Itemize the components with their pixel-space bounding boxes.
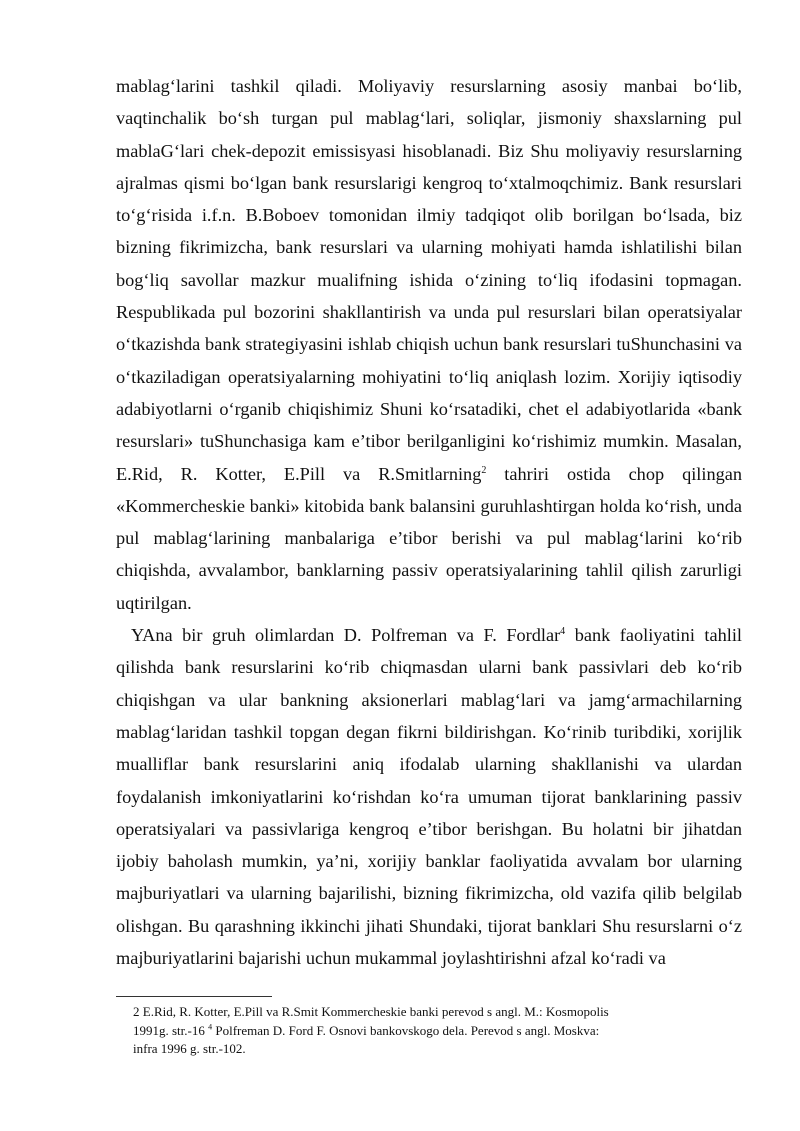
paragraph-2 bbox=[116, 619, 742, 974]
footnote-marker-4: 4 bbox=[208, 1022, 213, 1032]
paragraph-1 bbox=[116, 70, 742, 619]
footnote-line-2-text-a: 1991g. str.-16 bbox=[133, 1022, 209, 1038]
footnote-ref-2: 2 bbox=[481, 464, 487, 476]
footnote-line-2 bbox=[133, 1022, 653, 1041]
footnote-ref-4: 4 bbox=[560, 625, 566, 637]
paragraph-2-text-a: YAna bir gruh olimlardan D. Polfreman va F. Fordlar bbox=[131, 625, 561, 646]
footnote-line-1: 2 E.Rid, R. Kotter, E.Pill va R.Smit Kommercheskie banki perevod s angl. M.: Kosmopolis bbox=[133, 1004, 609, 1019]
paragraph-2-text-b: bank faoliyatini tahlil qilishda bank resurslarini ko‘rib chiqmasdan ularni bank passivlari deb ko‘rib chiqishgan va ular bankning aksionerlari mablag‘lari va jamg‘armachilarning mablag‘laridan tashkil topgan degan fikrni bildirishgan. Ko‘rinib turibdiki, xorijlik mualliflar bank resurslarini aniq ifodalab ularning shakllanishi va ulardan foydalanish imkoniyatlarini ko‘rishdan ko‘ra umuman tijorat banklarining passiv operatsiyalari va passivlariga kengroq e’tibor berishgan. Bu holatni bir jihatdan ijobiy baholash mumkin, ya’ni, xorijiy banklar faoliyatida avvalam bor ularning majburiyatlari va ularning bajarilishi, bizning fikrimizcha, old vazifa qilib belgilab olishgan. Bu qarashning ikkinchi jihati Shundaki, tijorat banklari Shu resurslarni o‘z majburiyatlarini bajarishi uchun mukammal joylashtirishni afzal ko‘radi va bbox=[116, 625, 743, 969]
footnote-line-2-text-b: Polfreman D. Ford F. Osnovi bankovskogo dela. Perevod s angl. Moskva: bbox=[212, 1022, 600, 1038]
main-text bbox=[116, 70, 742, 974]
footnotes bbox=[133, 1003, 653, 1059]
footnote-line-3: infra 1996 g. str.-102. bbox=[133, 1041, 246, 1056]
paragraph-1-text-b: tahriri ostida chop qilingan «Kommercheskie banki» kitobida bank balansini guruhlashtirgan holda ko‘rish, unda pul mablag‘larining manbalariga e’tibor berishi va pul mablag‘larini ko‘rib chiqishda, avvalambor, banklarning passiv operatsiyalarining tahlil qilish zarurligi uqtirilgan. bbox=[116, 463, 742, 613]
paragraph-1-text-a: mablag‘larini tashkil qiladi. Moliyaviy resurslarning asosiy manbai bo‘lib, vaqtinchalik bo‘sh turgan pul mablag‘lari, soliqlar, jismoniy shaxslarning pul mablaG‘lari chek-depozit emissisyasi hisoblanadi. Biz Shu moliyaviy resurslarning ajralmas qismi bo‘lgan bank resurslarigi kengroq to‘xtalmoqchimiz. Bank resurslari to‘g‘risida i.f.n. B.Boboev tomonidan ilmiy tadqiqot olib borilgan bo‘lsada, biz bizning fikrimizcha, bank resurslari va ularning mohiyati hamda ishlatilishi bilan bog‘liq savollar mazkur mualifning ishida o‘zining to‘liq ifodasini topmagan. Respublikada pul bozorini shakllantirish va unda pul resurslari bilan operatsiyalar o‘tkazishda bank strategiyasini ishlab chiqish uchun bank resurslari tuShunchasini va o‘tkaziladigan operatsiyalarning mohiyatini to‘liq aniqlash lozim. Xorijiy iqtisodiy adabiyotlarni o‘rganib chiqishimiz Shuni ko‘rsatadiki, chet el adabiyotlarida «bank resurslari» tuShunchasiga kam e’tibor berilganligini ko‘rishimiz mumkin. Masalan, E.Rid, R. Kotter, E.Pill va R.Smitlarning bbox=[116, 76, 742, 484]
footnote-separator bbox=[116, 996, 272, 997]
